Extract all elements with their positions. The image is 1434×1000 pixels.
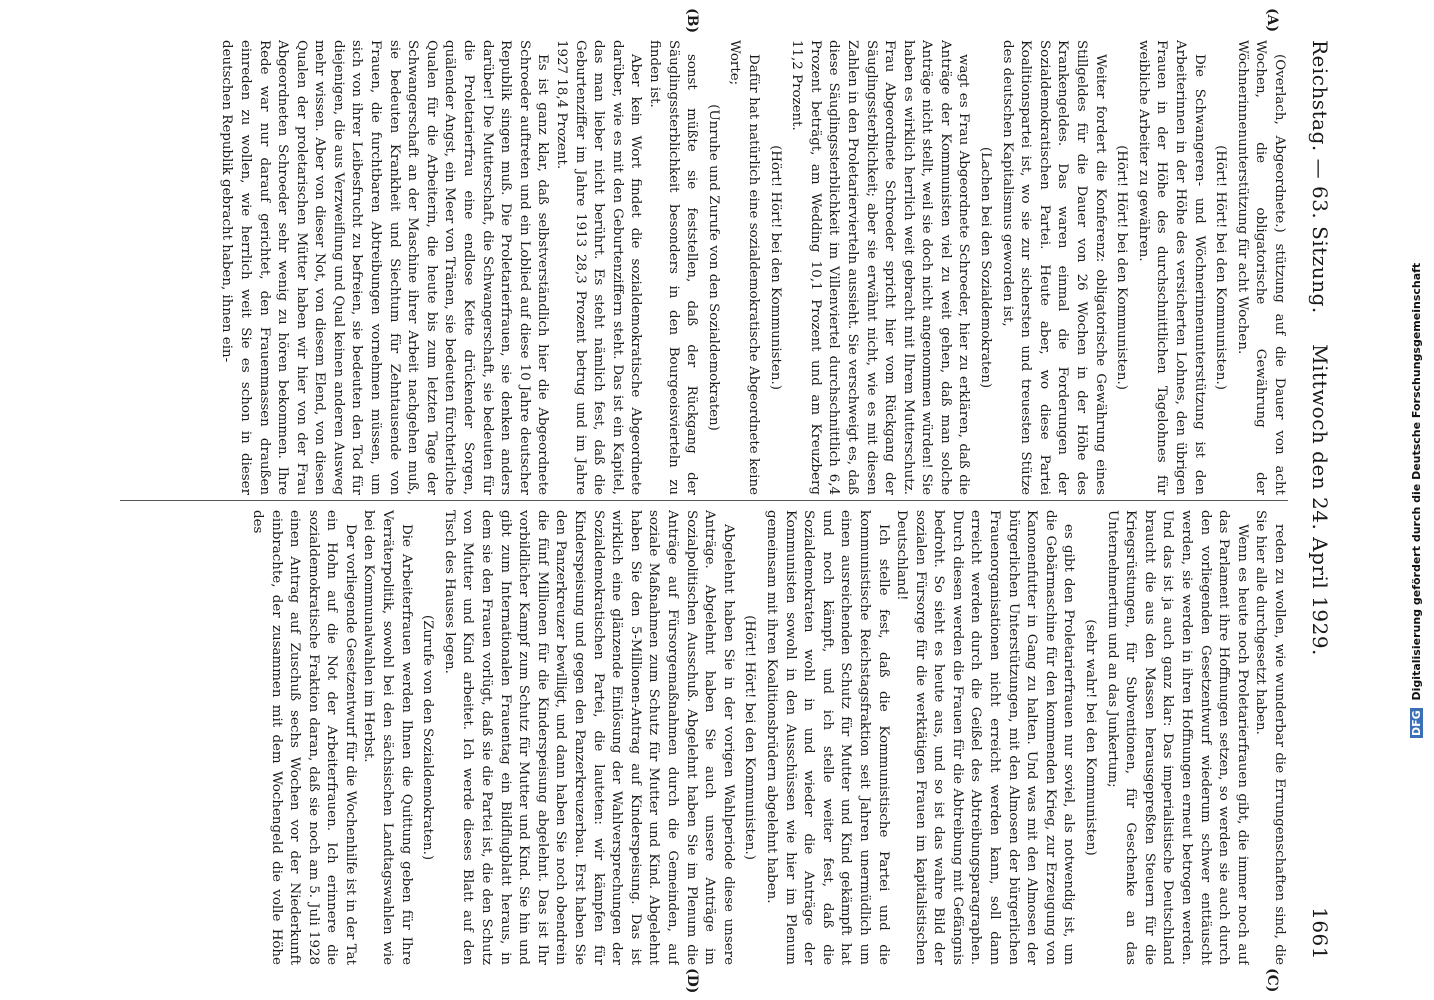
- paragraph: es gibt den Proletarierfrauen nur soviel, als notwendig ist, um die Gebärmaschine für den kommenden Krieg, zur Erzeugung von Kanonenfutter in Gang zu halten. Und was mit den Almosen der bürgerlichen Unterstützungen, mit den Almosen der bürgerlichen Frauenorganisationen nicht erreicht werden kann, soll dann erreicht werden durch die Geißel des Abtreibungsparagraphen. Durch diesen werden die Frauen für die Abtreibung mit Gefängnis bedroht. So sieht es heute aus, und so ist das wahre Bild der sozialen Fürsorge für die werktätigen Frauen im kapitalistischen Deutschland!: [894, 510, 1077, 965]
- paragraph: Ich stelle fest, daß die Kommunistische Partei und die kommunistische Reichstagsfraktion seit Jahren unermüdlich um einen ausreichenden Schutz für Mutter und Kind gekämpft hat und noch kämpft, und ich stelle weiter fest, daß die Sozialdemokraten wohl in und wieder die Anträge der Kommunisten sowohl in den Ausschüssen wie hier im Plenum gemeinsam mit ihren Koalitionsbrüdern abgelehnt haben.: [763, 510, 891, 965]
- funding-text: Digitalisierung gefördert durch die Deutsche Forschungsgemeinschaft: [1410, 262, 1423, 701]
- paragraph: reden zu wollen, wie wunderbar die Errungenschaften sind, die Sie hier alle durchgesetzt haben.: [1253, 510, 1287, 965]
- dfg-logo: DFG: [1410, 709, 1423, 736]
- paragraph: Der vorliegende Gesetzentwurf für die Wochenhilfe ist in der Tat ein Hohn auf die Not der Arbeiterfrauen. Ich erinnere die sozialdemokratische Fraktion daran, daß sie noch am 5. Juli 1928 einen Antrag auf Zuschuß sechs Wochen vor der Niederkunft einbrachte, der zusammen mit dem Wochengeld die volle Höhe des: [249, 510, 358, 965]
- funding-note: [1410, 10, 1428, 990]
- column-divider: [120, 500, 1288, 501]
- paragraph: Es ist ganz klar, daß selbstverständlich hier die Abgeordnete Schroeder auftreten und ein Loblied auf diese 10 Jahre deutscher Republik singen muß. Die Proletarierfrauen, sie denken anders darüber! Die Mutterschaft, die Schwangerschaft, sie bedeuten für die Proletarierfrau eine endlose Kette drückender Sorgen, quälender Angst, ein Meer von Tränen, sie bedeuten fürchterliche Qualen für die Arbeiterin, die heute bis zum letzten Tage der Schwangerschaft an der Maschine ihrer Arbeit nachgehen muß, sie bedeuten Krankheit und Siechtum für Zehntausende von Frauen, die furchtbaren Abtreibungen vornehmen müssen, um sich von ihrer Leibesfrucht zu befreien, sie bedeuten den Tod für diejenigen, die aus Verzweiflung und Qual keinen anderen Ausweg mehr wissen. Aber von dieser Not, von diesem Elend, von diesen Qualen der proletarischen Mütter haben wir hier von der Frau Abgeordneten Schroeder sehr wenig zu hören bekommen. Ihre Rede war nur darauf gerichtet, den Frauenmassen draußen einreden zu wollen, wie herrlich weit Sie es schon in dieser deutschen Republik gebracht haben, ihnen ein-: [219, 40, 551, 495]
- paragraph: wagt es Frau Abgeordnete Schroeder, hier zu erklären, daß die Anträge der Kommunisten viel zu weit gehen, daß man solche Anträge nicht stellt, weil sie doch nicht angenommen würden! Sie haben es wirklich herrlich weit gebracht mit Ihrem Mutterschutz. Frau Abgeordnete Schroeder spricht hier vom Rückgang der Säuglingssterblichkeit; aber sie erwähnt nicht, wie es mit diesen Zahlen in den Proletariervierteln aussieht. Sie verschweigt es, daß diese Säuglingssterblichkeit im Villenviertel durchschnittlich 6,4 Prozent beträgt, am Wedding 10,1 Prozent und am Kreuzberg 11,2 Prozent.: [789, 40, 972, 495]
- paragraph: (Hört! Hört! bei den Kommunisten.): [742, 615, 758, 860]
- page-header: [1298, 40, 1332, 960]
- paragraph: (Overlach, Abgeordnete.) stützung auf die Dauer von acht Wochen, die obligatorische Gewährung der Wöchnerinnenunterstützung für acht Wochen.: [1234, 40, 1287, 495]
- paragraph: Wenn es heute noch Proletarierfrauen gibt, die immer noch auf das Parlament ihre Hoffnungen setzen, so werden sie auch durch den vorliegenden Gesetzentwurf wiederum schwer enttäuscht werden, sie werden in ihren Hoffnungen erneut betrogen werden. Und das ist ja auch ganz klar: Das imperialistische Deutschland braucht die aus den Massen herausgepreßten Steuern für die Kriegsrüstungen, für Subventionen, für Geschenke an das Unternehmertum und an das Junkertum;: [1104, 510, 1250, 965]
- header-session: Reichstag. — 63. Sitzung.: [1308, 40, 1332, 314]
- paragraph: (Lachen bei den Sozialdemokraten): [978, 146, 994, 389]
- paragraph: (Hört! Hört! bei den Kommunisten.): [1213, 145, 1229, 390]
- right-text-column: [120, 510, 1288, 965]
- paragraph: (Unruhe und Zurufe von den Sozialdemokraten): [705, 104, 721, 431]
- paragraph: Dafür hat natürlich eine sozialdemokratische Abgeordnete keine Worte;: [727, 40, 761, 495]
- paragraph: Die Arbeiterfrauen werden Ihnen die Quittung geben für Ihre Verräterpolitik, sowohl bei den sächsischen Landtagswahlen wie bei den Kommunalwahlen im Herbst.: [361, 510, 414, 965]
- paragraph: (Hört! Hört! bei den Kommunisten.): [767, 145, 783, 390]
- left-text-column: [120, 40, 1288, 495]
- margin-marker-d: (D): [684, 968, 700, 994]
- paragraph: sonst müßte sie feststellen, daß der Rückgang der Säuglingssterblichkeit besonders in den Bourgeoisvierteln zu finden ist.: [647, 40, 700, 495]
- margin-marker-a: (A): [1264, 8, 1280, 33]
- page-number: 1661: [1308, 907, 1332, 960]
- paragraph: Aber kein Wort findet die sozialdemokratische Abgeordnete darüber, wie es mit den Geburtenziffern steht. Das ist ein Kapitel, das man lieber nicht berührt. Es steht nämlich fest, daß die Geburtenziffer im Jahre 1913 28,3 Prozent betrug und im Jahre 1927 18,4 Prozent.: [554, 40, 644, 495]
- paragraph: Abgelehnt haben Sie in der vorigen Wahlperiode diese unsere Anträge. Abgelehnt haben Sie auch unsere Anträge im Sozialpolitischen Ausschuß. Abgelehnt haben Sie im Plenum die Anträge auf Fürsorgemaßnahmen durch die Gemeinden, auf soziale Maßnahmen zum Schutz für Mutter und Kind. Abgelehnt haben Sie den 5-Millionen-Antrag auf Kinderspeisung. Das ist wirklich eine glänzende Einlösung der Wahlversprechungen der Sozialdemokratischen Partei, die lauteten: wir kämpfen für Kinderspeisung und gegen den Panzerkreuzerbau. Erst haben Sie den Panzerkreuzer bewilligt, und dann haben Sie noch obendrein die fünf Millionen für die Kinderspeisung abgelehnt. Das ist Ihr vorbildlicher Kampf zum Schutz für Mutter und Kind. Sie hin und gibt zum Internationalen Frauentag ein Bildflugblatt heraus, in dem sie den Frauen vorlügt, daß sie die Partei ist, die den Schutz von Mutter und Kind arbeitet. Ich werde dieses Blatt auf den Tisch des Hauses legen.: [441, 510, 736, 965]
- paragraph: Weiter fordert die Konferenz: obligatorische Gewährung eines Stillgeldes für die Dauer von 26 Wochen in der Höhe des Krankengeldes. Das waren einmal die Forderungen der Sozialdemokratischen Partei. Heute aber, wo diese Partei Koalitionspartei ist, wo sie zur sichersten und treuesten Stütze des deutschen Kapitalismus geworden ist,: [999, 40, 1108, 495]
- header-date: Mittwoch den 24. April 1929.: [1308, 344, 1332, 656]
- margin-marker-b: (B): [684, 8, 700, 34]
- margin-marker-c: (C): [1264, 968, 1280, 993]
- paragraph: (Zurufe von den Sozialdemokraten.): [420, 614, 436, 861]
- paragraph: (sehr wahr! bei den Kommunisten): [1083, 619, 1099, 856]
- paragraph: Die Schwangeren- und Wöchnerinnenunterstützung ist den Arbeiterinnen in der Höhe des versicherten Lohnes, den übrigen Frauen in der Höhe des durchschnittlichen Tagelohnes für weibliche Arbeiter zu gewähren.: [1135, 40, 1207, 495]
- paragraph: (Hört! Hört! bei den Kommunisten.): [1114, 145, 1130, 390]
- rotated-page: [100, 0, 1340, 1000]
